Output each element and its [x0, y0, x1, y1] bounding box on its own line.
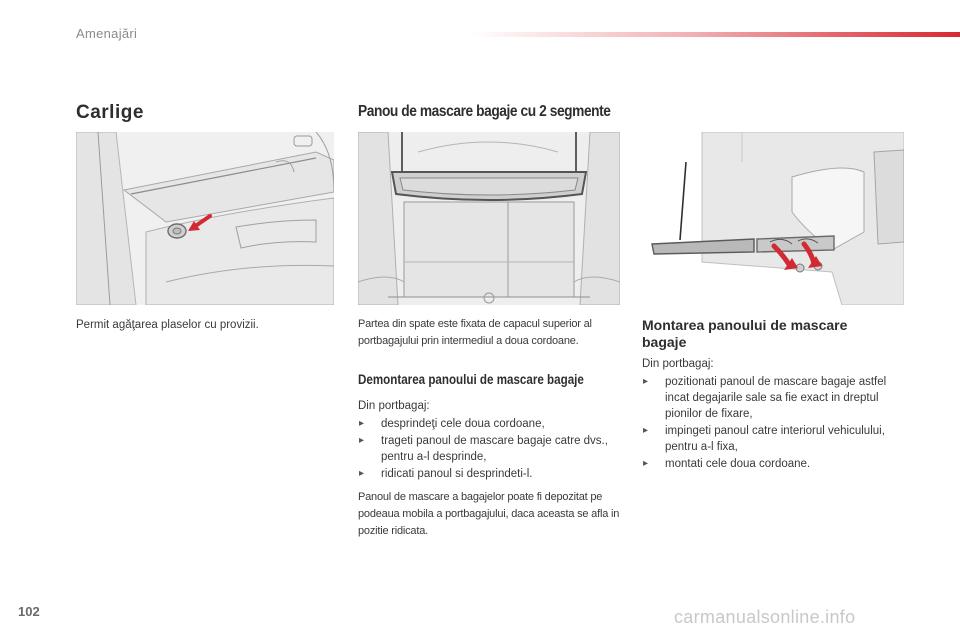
header-accent-bar — [470, 32, 960, 37]
hooks-heading: Carlige — [76, 102, 144, 123]
list-item: ▸ montati cele doua cordoane. — [643, 458, 811, 470]
installation-instructions — [642, 356, 904, 473]
section-title: Amenajări — [76, 26, 138, 41]
removal-lead: Din portbagaj: — [358, 400, 430, 412]
list-item: ▸ trageti panoul de mascare bagaje catre dvs., pentru a-l desprinde, — [359, 435, 608, 463]
installation-illustration — [642, 132, 904, 305]
watermark: carmanualsonline.info — [674, 607, 856, 627]
removal-instructions — [358, 398, 620, 483]
hooks-text: Permit agăţarea plaselor cu provizii. — [76, 319, 259, 331]
bullet-icon: ▸ — [643, 458, 649, 469]
list-item: ▸ impingeti panoul catre interiorul vehiculului, pentru a-l fixa, — [643, 425, 885, 453]
hooks-illustration — [76, 132, 334, 305]
bullet-icon: ▸ — [359, 418, 365, 429]
installation-steps — [642, 374, 904, 472]
installation-heading: Montarea panoului de mascare bagaje — [642, 317, 848, 350]
bullet-icon: ▸ — [359, 468, 365, 479]
page-number: 102 — [18, 604, 40, 619]
installation-lead: Din portbagaj: — [642, 358, 714, 370]
bullet-icon: ▸ — [643, 376, 649, 387]
bullet-icon: ▸ — [643, 425, 649, 436]
removal-heading: Demontarea panoului de mascare bagaje — [358, 372, 584, 387]
bullet-icon: ▸ — [359, 435, 365, 446]
removal-steps — [358, 416, 620, 482]
list-item: ▸ ridicati panoul si desprindeti-l. — [359, 468, 533, 480]
storage-note: Panoul de mascare a bagajelor poate fi depozitat pe podeaua mobila a portbagajului, daca aceasta se afla in pozitie ridicata. — [358, 491, 620, 537]
list-item: ▸ desprindeţi cele doua cordoane, — [359, 418, 545, 430]
cover-heading: Panou de mascare bagaje cu 2 segmente — [358, 103, 611, 120]
cover-intro: Partea din spate este fixata de capacul superior al portbagajului prin intermediul a doua cordoane. — [358, 318, 592, 347]
list-item: ▸ pozitionati panoul de mascare bagaje astfel incat degajarile sale sa fie exact in dreptul pionilor de fixare, — [643, 376, 887, 420]
cover-illustration — [358, 132, 620, 305]
